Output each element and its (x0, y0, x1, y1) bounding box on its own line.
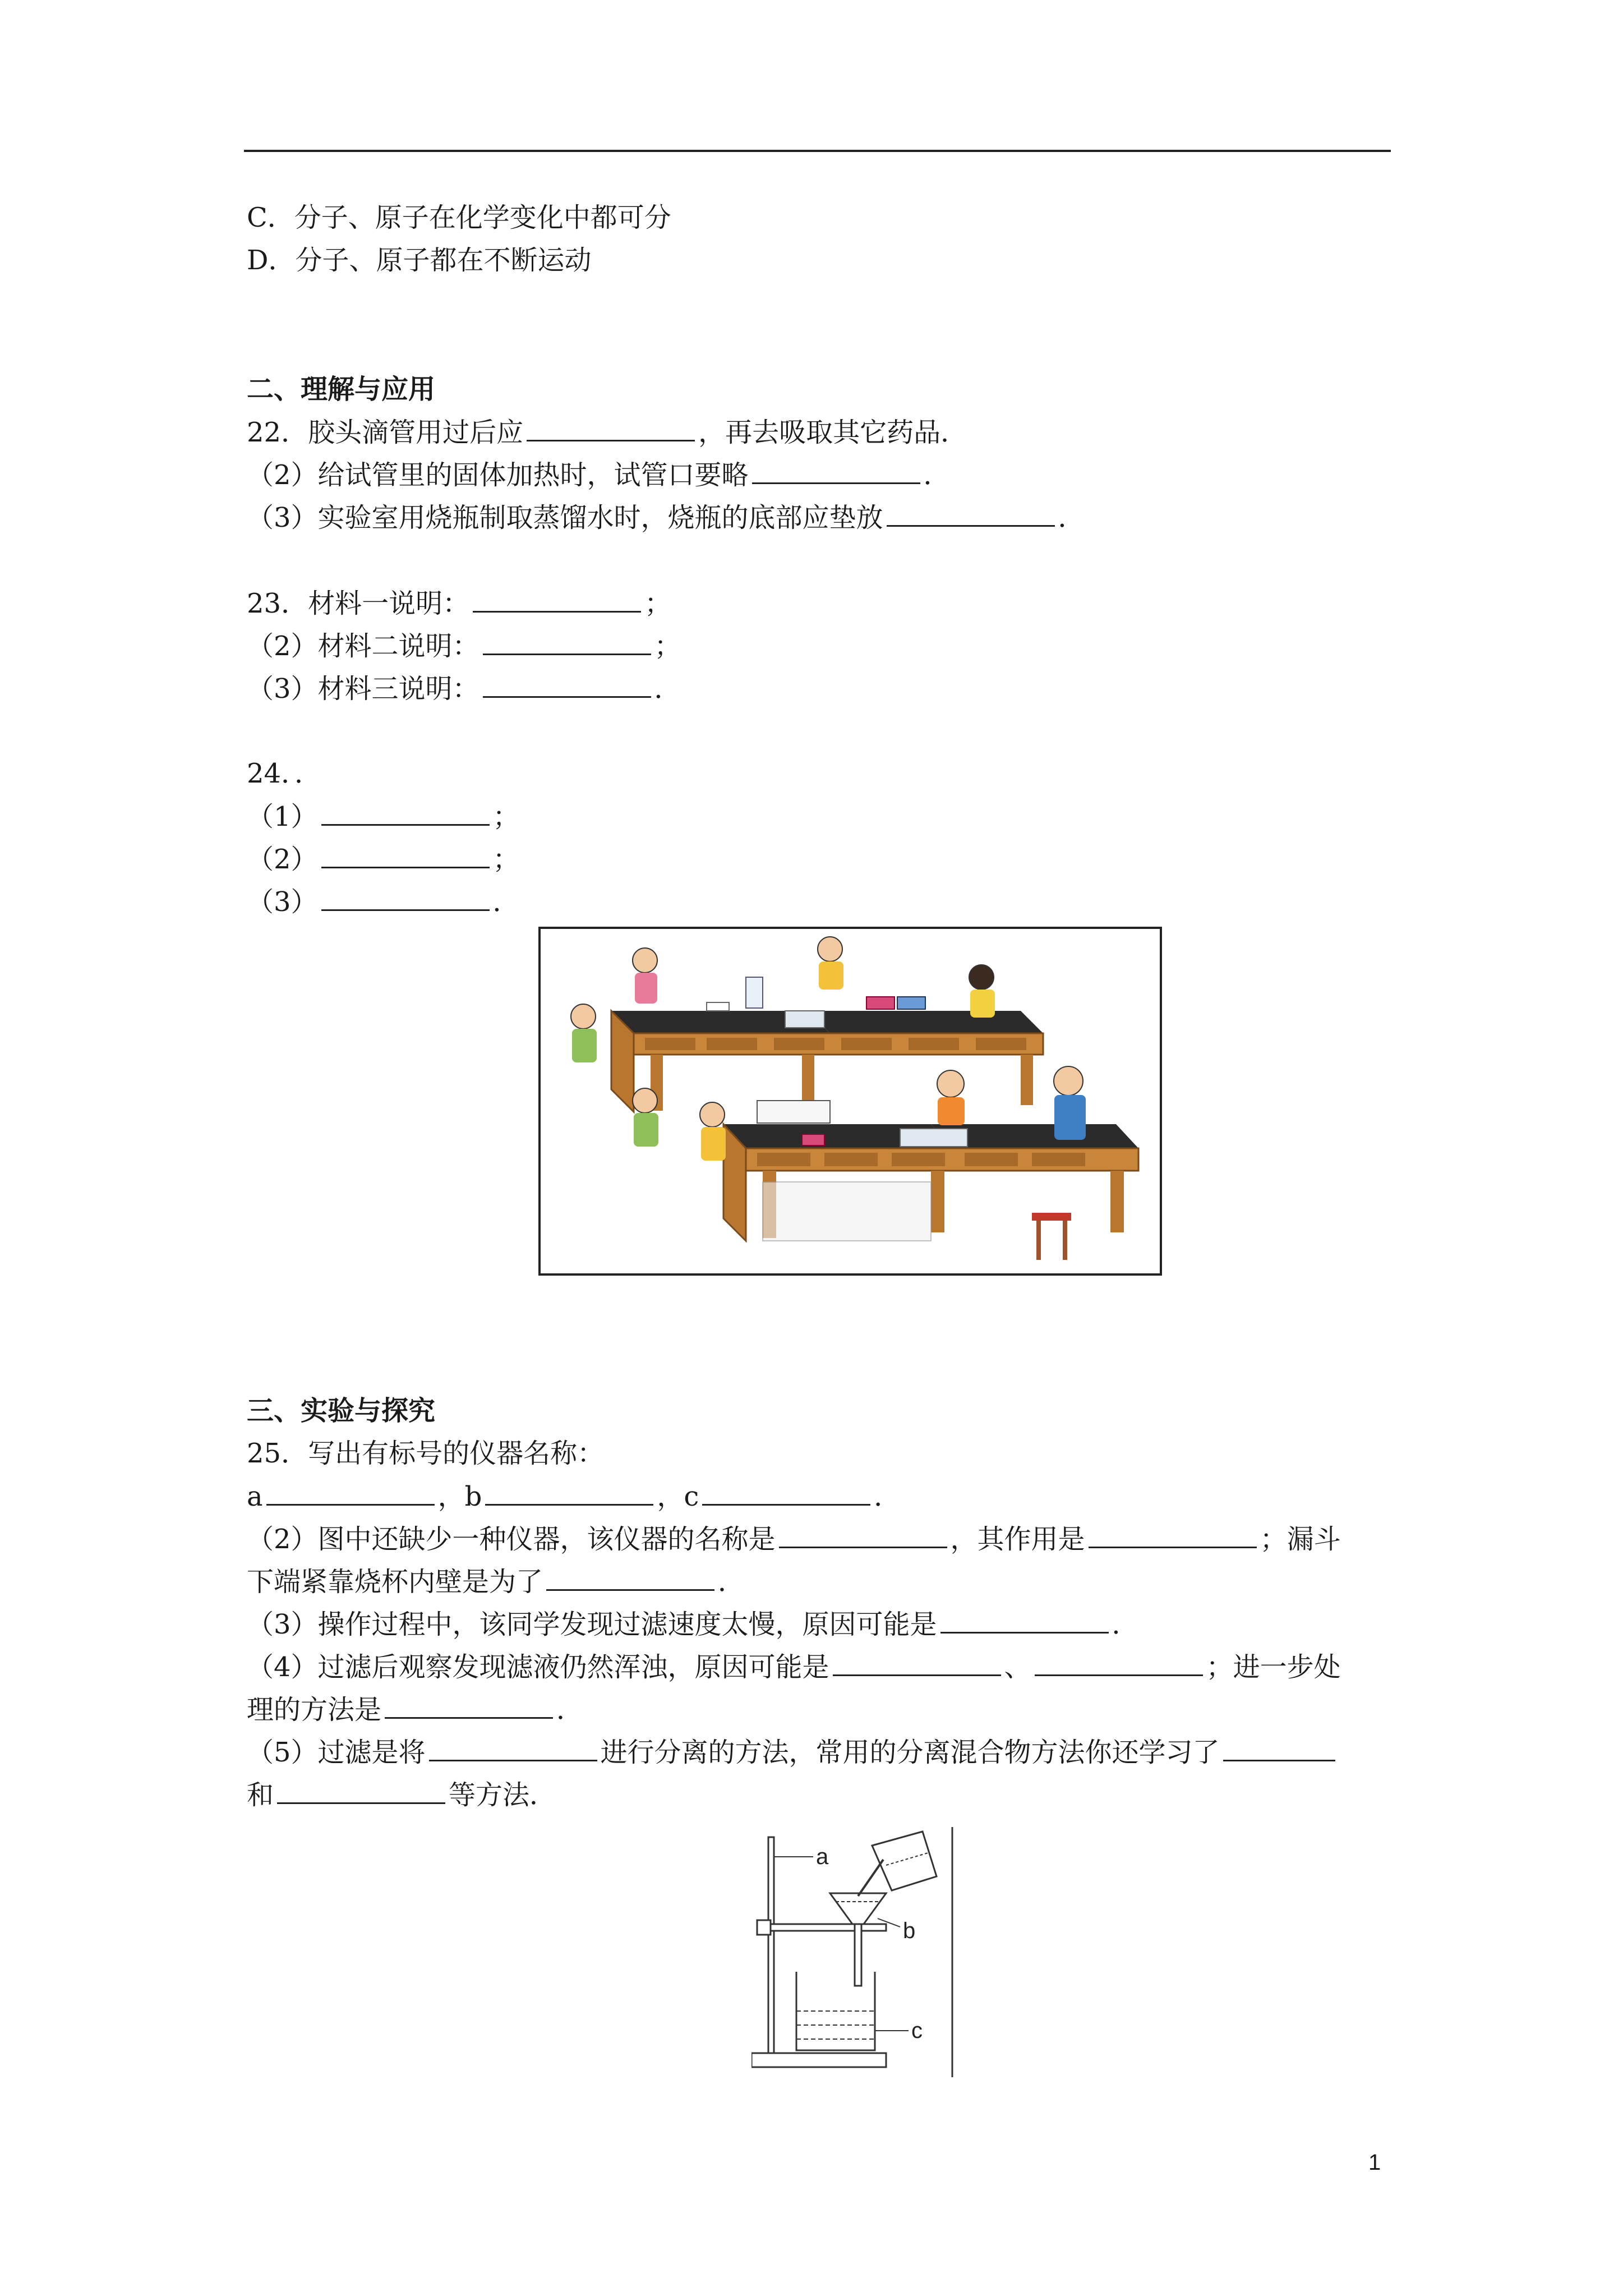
answer-blank[interactable] (546, 1565, 714, 1591)
answer-blank[interactable] (702, 1479, 870, 1506)
answer-blank[interactable] (266, 1479, 435, 1506)
question-24: 24．． (247, 758, 322, 789)
ring-clamp (763, 1924, 886, 1931)
question-22: 22．胶头滴管用过后应 ，再去吸取其它药品． (247, 415, 967, 449)
question-25-labels: a ，b ，c ． (247, 1479, 901, 1513)
label-a: a (816, 1844, 829, 1869)
sink (785, 1011, 824, 1028)
answer-blank[interactable] (385, 1692, 553, 1719)
question-25-part-3: （3）操作过程中，该同学发现过滤速度太慢，原因可能是 ． (247, 1607, 1139, 1641)
answer-blank[interactable] (527, 415, 695, 441)
answer-blank[interactable] (429, 1735, 597, 1761)
question-25-part-4: （4）过滤后观察发现滤液仍然浑浊，原因可能是 、 ；进一步处 (247, 1650, 1341, 1684)
answer-blank[interactable] (321, 842, 490, 868)
answer-blank[interactable] (321, 885, 490, 911)
section-3-heading: 三、实验与探究 (247, 1395, 436, 1427)
iron-stand-rod (768, 1837, 774, 2053)
question-22-part-2: （2）给试管里的固体加热时，试管口要略 ． (247, 458, 951, 492)
answer-blank[interactable] (277, 1778, 445, 1804)
beaker (802, 1134, 824, 1145)
question-25-part-5: （5）过滤是将 进行分离的方法，常用的分离混合物方法你还学习了 (247, 1735, 1339, 1769)
question-23-part-3: （3）材料三说明： ． (247, 671, 681, 706)
question-23: 23．材料一说明： ； (247, 586, 671, 620)
answer-blank[interactable] (752, 458, 920, 484)
glass-rod (858, 1860, 883, 1896)
answer-blank[interactable] (485, 1479, 653, 1506)
answer-blank[interactable] (1035, 1650, 1203, 1676)
question-24-part-2: （2） ； (247, 842, 520, 876)
label-c: c (911, 2018, 923, 2043)
iron-stand-base (751, 2053, 886, 2067)
question-23-part-2: （2）材料二说明： ； (247, 629, 681, 663)
funnel (830, 1893, 886, 1924)
section-2-heading: 二、理解与应用 (247, 374, 436, 405)
answer-blank[interactable] (1223, 1735, 1335, 1761)
dish (707, 1002, 729, 1011)
answer-blank[interactable] (473, 586, 641, 613)
label-b: b (903, 1918, 916, 1943)
lab-scene-illustration (538, 927, 1162, 1276)
answer-blank[interactable] (833, 1650, 1001, 1676)
beaker (897, 997, 925, 1009)
option-d: D．分子、原子都在不断运动 (247, 245, 592, 276)
question-25-part-5-cont: 和 等方法． (247, 1778, 556, 1812)
answer-blank[interactable] (321, 799, 490, 826)
bottle (746, 977, 763, 1008)
question-25-part-4-cont: 理的方法是 ． (247, 1692, 583, 1727)
question-25-part-2-cont: 下端紧靠烧杯内壁是为了 ． (247, 1565, 745, 1599)
question-24-part-1: （1） ； (247, 799, 520, 834)
answer-blank[interactable] (940, 1607, 1109, 1634)
question-22-part-3: （3）实验室用烧瓶制取蒸馏水时，烧瓶的底部应垫放 ． (247, 500, 1085, 535)
funnel-stem (855, 1924, 861, 1986)
header-rule (244, 150, 1391, 152)
answer-blank[interactable] (483, 671, 651, 698)
answer-blank[interactable] (483, 629, 651, 655)
answer-blank[interactable] (779, 1522, 947, 1548)
sink (900, 1129, 967, 1147)
filtration-apparatus-diagram (751, 1826, 953, 2078)
question-25: 25．写出有标号的仪器名称： (247, 1438, 605, 1469)
answer-blank[interactable] (887, 500, 1055, 527)
answer-blank[interactable] (1089, 1522, 1257, 1548)
test-tube-rack (757, 1101, 830, 1123)
question-24-part-3: （3） ． (247, 885, 520, 919)
page-number: 1 (1368, 2150, 1381, 2175)
beaker (866, 997, 895, 1009)
question-25-part-2: （2）图中还缺少一种仪器，该仪器的名称是 ，其作用是 ；漏斗 (247, 1522, 1341, 1556)
option-c: C．分子、原子在化学变化中都可分 (247, 202, 671, 233)
